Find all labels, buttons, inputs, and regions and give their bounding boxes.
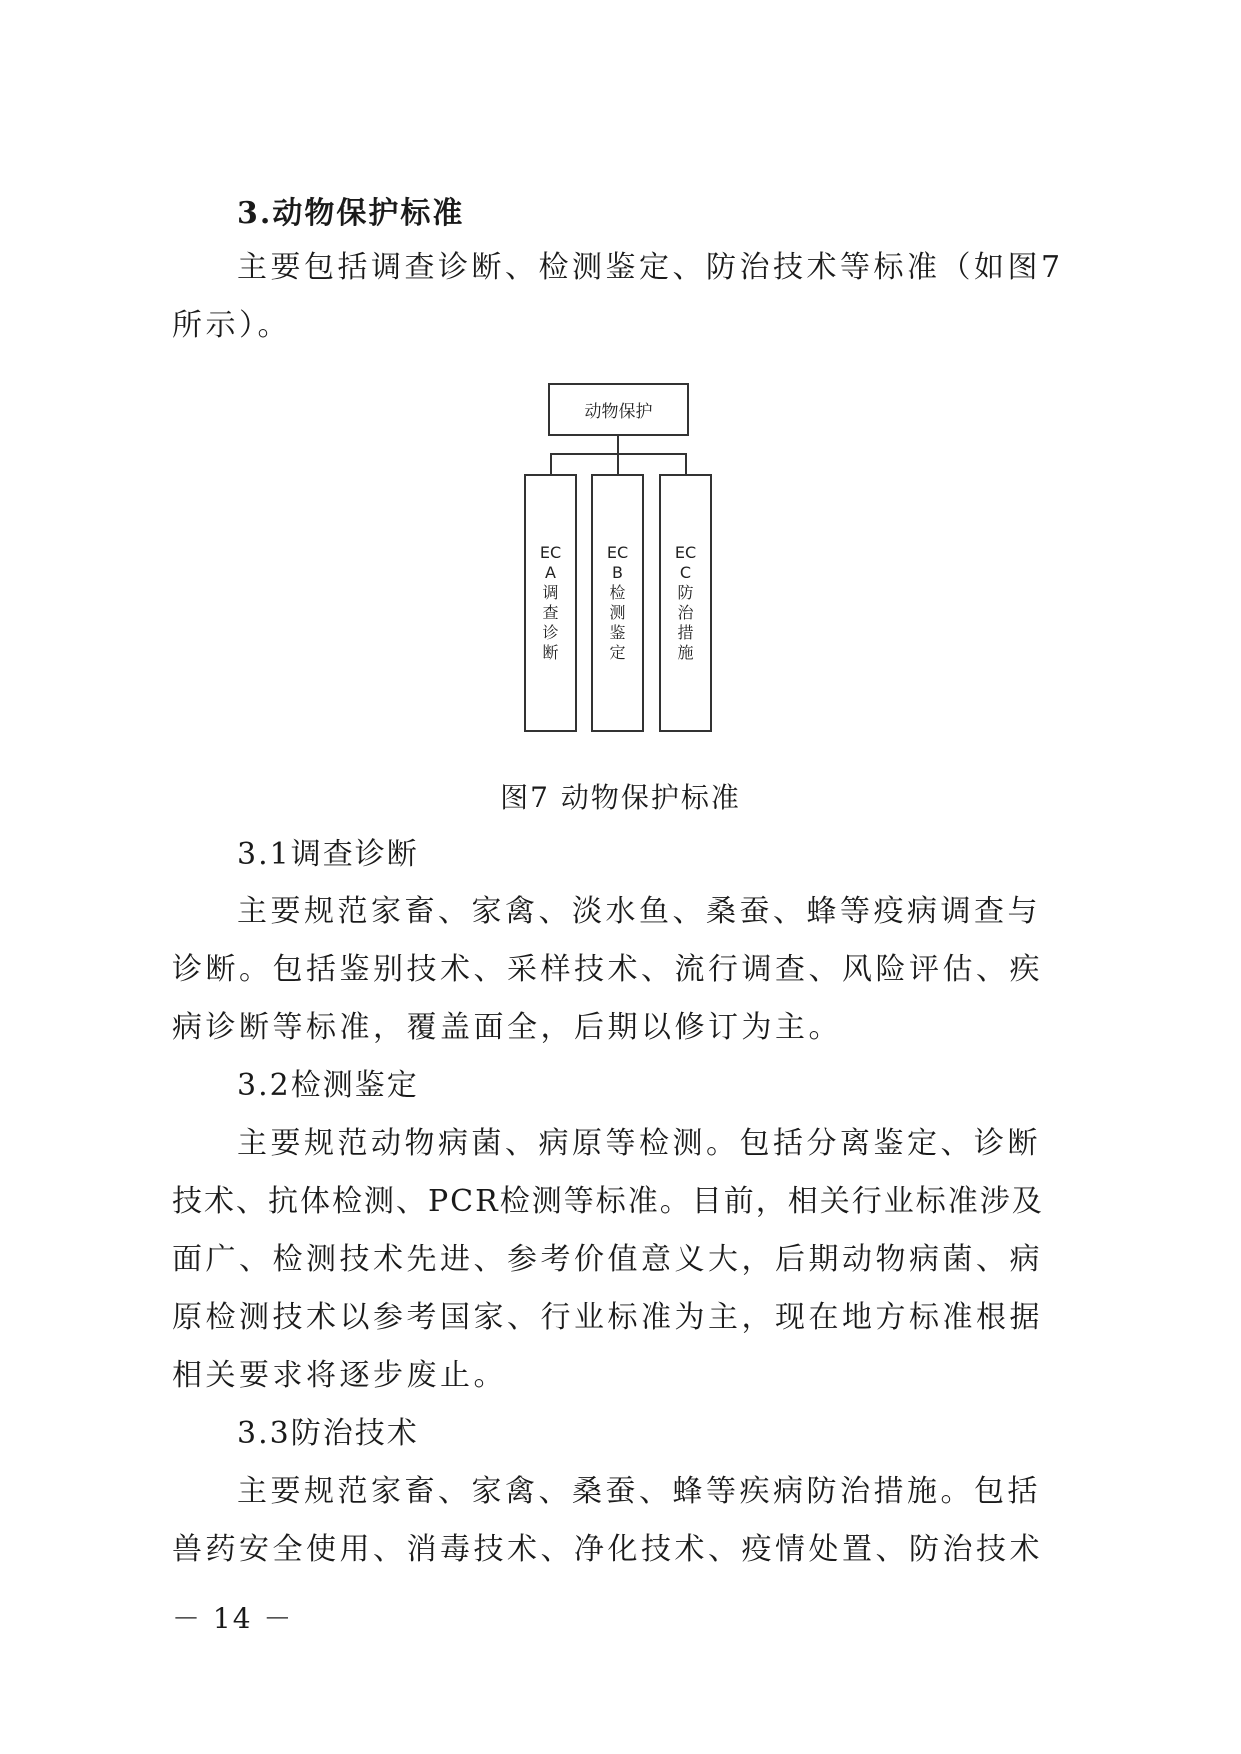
diagram-root-box bbox=[548, 383, 689, 436]
figure-caption: 图7 动物保护标准 bbox=[500, 781, 741, 814]
paragraph-line: 主要规范家畜、家禽、桑蚕、蜂等疾病防治措施。包括 bbox=[237, 1474, 1041, 1509]
paragraph-line: 相关要求将逐步废止。 bbox=[172, 1358, 507, 1393]
paragraph-line: 兽药安全使用、消毒技术、净化技术、疫情处置、防治技术 bbox=[172, 1532, 1043, 1567]
diagram-child-label-c: ECC防治措施 bbox=[674, 543, 697, 662]
diagram-child-box-c bbox=[659, 474, 712, 732]
page-number: － 14 － bbox=[172, 1602, 294, 1635]
subsection-title-3-3: 3.3防治技术 bbox=[237, 1416, 419, 1451]
intro-line-2: 所示）。 bbox=[172, 308, 291, 343]
diagram-child-box-a bbox=[524, 474, 577, 732]
subsection-title-3-2: 3.2检测鉴定 bbox=[237, 1068, 419, 1103]
connector-mid-down bbox=[617, 453, 619, 475]
diagram-child-label-b: ECB检测鉴定 bbox=[606, 543, 629, 662]
diagram-root-label: 动物保护 bbox=[584, 402, 653, 422]
connector-right-down bbox=[685, 453, 687, 475]
paragraph-line: 主要规范动物病菌、病原等检测。包括分离鉴定、诊断 bbox=[237, 1126, 1041, 1161]
paragraph-line: 诊断。包括鉴别技术、采样技术、流行调查、风险评估、疾 bbox=[172, 952, 1043, 987]
paragraph-line: 面广、检测技术先进、参考价值意义大，后期动物病菌、病 bbox=[172, 1242, 1043, 1277]
diagram-child-label-a: ECA调查诊断 bbox=[539, 543, 562, 662]
connector-left-down bbox=[550, 453, 552, 475]
section-heading: 3.动物保护标准 bbox=[237, 196, 465, 231]
intro-line-1: 主要包括调查诊断、检测鉴定、防治技术等标准（如图7 bbox=[237, 250, 1064, 285]
paragraph-line: 病诊断等标准，覆盖面全，后期以修订为主。 bbox=[172, 1010, 842, 1045]
paragraph-line: 技术、抗体检测、PCR检测等标准。目前，相关行业标准涉及 bbox=[172, 1184, 1044, 1219]
paragraph-line: 原检测技术以参考国家、行业标准为主，现在地方标准根据 bbox=[172, 1300, 1043, 1335]
subsection-title-3-1: 3.1调查诊断 bbox=[237, 837, 419, 872]
connector-root-down bbox=[617, 436, 619, 454]
connector-horizontal bbox=[550, 453, 687, 455]
paragraph-line: 主要规范家畜、家禽、淡水鱼、桑蚕、蜂等疫病调查与 bbox=[237, 894, 1041, 929]
diagram-child-box-b bbox=[591, 474, 644, 732]
